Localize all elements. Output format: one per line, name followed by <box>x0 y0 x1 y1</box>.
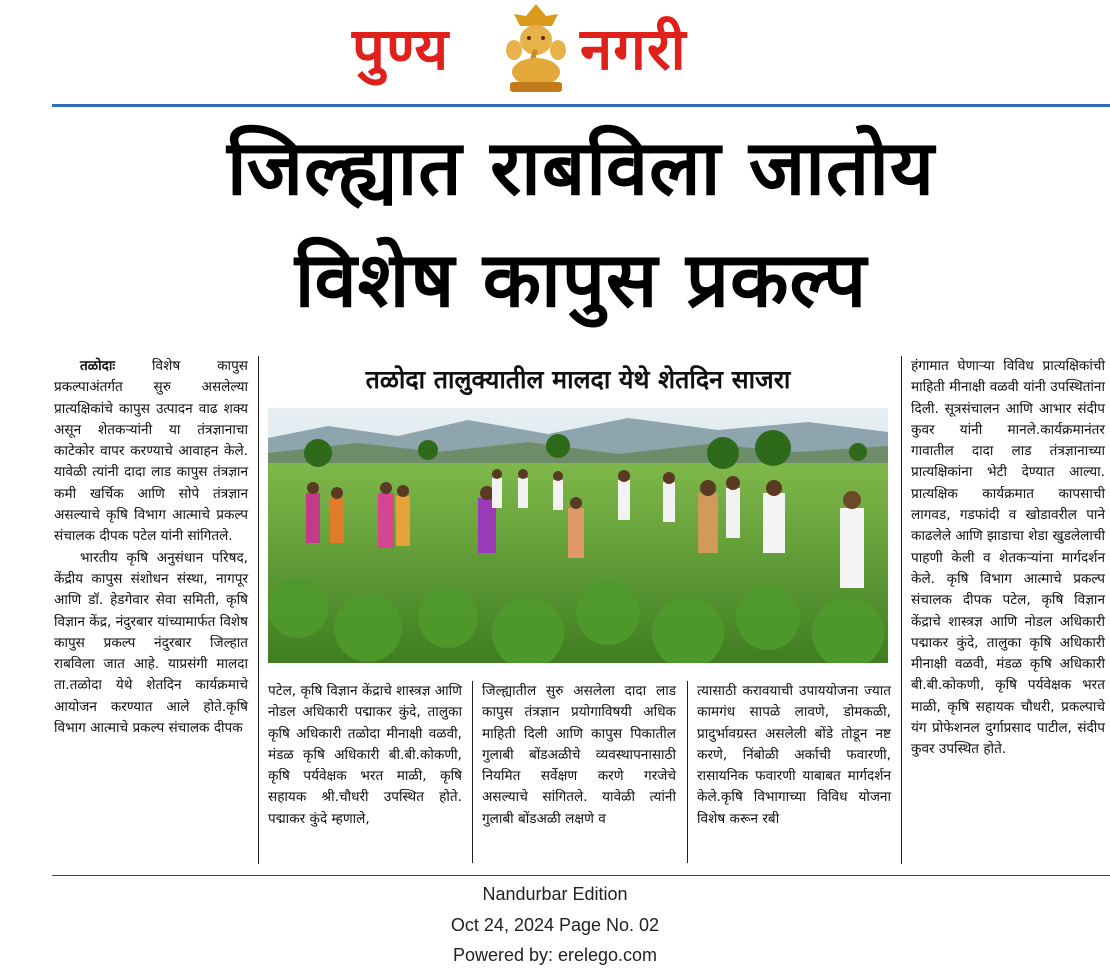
edition-label: Nandurbar Edition <box>482 884 628 904</box>
article-column-5 <box>911 356 1105 864</box>
article-paragraph: हंगामात घेणाऱ्या विविध प्रात्यक्षिकांची माहिती मीनाक्षी वळवी यांनी उपस्थितांना दिली. सूत्रसंचालन आणि आभार संदीप कुवर यांनी मानले.कार्यक्रमानंतर गावातील दादा लाड तंत्रज्ञानाच्या प्रात्यक्षिकांना भेटी देण्यात आल्या. प्रात्यक्षिक कार्यक्रमात कापसाची लागवड, गडफांदी व खोडावरील पाने काढलेले आणि झाडाचा शेडा खुडलेलाची पाहणी केली व शेतकऱ्यांना मार्गदर्शन केले. कृषि विभाग आत्माचे प्रकल्प संचालक दीपक पटेल, कृषि विज्ञान केंद्राचे शास्त्रज्ञ आणि नोडल अधिकारी पद्माकर कुंदे, तालुका कृषि अधिकारी मीनाक्षी वळवी, मंडळ कृषि अधिकारी बी.बी.कोकणी, कृषि पर्यवेक्षक भरत माळी, कृषि सहायक चौधरी, प्रकल्पाचे यंग प्रोफेशनल दुर्गाप्रसाद पाटील, संदीप कुवर उपस्थित होते. <box>911 358 1105 758</box>
article-column-4 <box>697 681 891 863</box>
dateline: तळोदाः <box>80 358 116 374</box>
article-text: विशेष कापुस प्रकल्पाअंतर्गत सुरु असलेल्या प्रात्यक्षिकांचे कापुस उत्पादन वाढ शक्य असून शेतकऱ्यांनी या तंत्रज्ञानाचा काटेकोर वापर करण्याचे आवाहन केले. यावेळी त्यांनी दादा लाड कापुस तंत्रज्ञान कमी खर्चिक आणि सोपे तंत्रज्ञान असल्याचे कृषि विभाग आत्माचे प्रकल्प संचालक दीपक पटेल यांनी सांगितले. <box>54 358 248 545</box>
article-paragraph <box>54 356 248 548</box>
article-paragraph: त्यासाठी करावयाची उपाययोजना ज्यात कामगंध सापळे लावणे, डोमकळी, प्रादुर्भावग्रस्त असलेली बोंडे तोडून नष्ट करणे, निंबोळी अर्काची फवारणी, रासायनिक फवारणी याबाबत मार्गदर्शन केले.कृषि विभागाच्या विविध योजना विशेष करून रबी <box>697 683 891 827</box>
masthead-title-right: नगरी <box>580 15 687 83</box>
headline-line-1: जिल्ह्यात राबविला जातोय <box>226 123 936 212</box>
masthead <box>0 0 1110 104</box>
article-paragraph: भारतीय कृषि अनुसंधान परिषद, केंद्रीय कापुस संशोधन संस्था, नागपूर आणि डॉ. हेडगेवार सेवा समिती, कृषि विज्ञान केंद्र, नंदुरबार यांच्यामार्फत विशेष कापुस प्रकल्प नंदुरबार जिल्हात राबविला जात आहे. याप्रसंगी मालदा ता.तळोदा येथे शेतदिन कार्यक्रमाचे आयोजन करण्यात आले होते.कृषि विभाग आत्माचे प्रकल्प संचालक दीपक <box>54 549 248 737</box>
masthead-rule <box>52 104 1110 107</box>
date-page-label: Oct 24, 2024 Page No. 02 <box>450 915 660 935</box>
cotton-field-photo <box>268 408 888 663</box>
article-paragraph: जिल्ह्यातील सुरु असलेला दादा लाड कापुस तंत्रज्ञान प्रयोगाविषयी अधिक माहिती दिली आणि कापुस पिकातील गुलाबी बोंडअळीचे व्यवस्थापनासाठी नियमित सर्वेक्षण करणे गरजेचे असल्याचे सांगितले. यावेळी त्यांनी गुलाबी बोंडअळी लक्षणे व <box>482 683 676 827</box>
footer-rule <box>52 875 1110 876</box>
column-divider <box>472 681 473 863</box>
column-divider <box>901 356 902 864</box>
powered-by-label: Powered by: erelego.com <box>452 945 658 965</box>
article-column-1 <box>54 356 248 864</box>
article-column-3 <box>482 681 676 863</box>
article-column-2 <box>268 681 462 863</box>
column-divider <box>687 681 688 863</box>
headline-line-2: विशेष कापुस प्रकल्प <box>294 235 868 324</box>
masthead-title-left: पुण्य <box>352 15 450 83</box>
article-paragraph: पटेल, कृषि विज्ञान केंद्राचे शास्त्रज्ञ आणि नोडल अधिकारी पद्माकर कुंदे, तालुका कृषि अधिकारी तळोदा मीनाक्षी वळवी, मंडळ कृषि अधिकारी बी.बी.कोकणी, कृषि पर्यवेक्षक भरत माळी, कृषि सहायक श्री.चौधरी उपस्थित होते. पद्माकर कुंदे म्हणाले, <box>268 683 462 827</box>
ganesh-emblem-icon <box>500 2 572 94</box>
column-divider <box>258 356 259 864</box>
photo-caption: तळोदा तालुक्यातील मालदा येथे शेतदिन साजरा <box>365 365 791 394</box>
